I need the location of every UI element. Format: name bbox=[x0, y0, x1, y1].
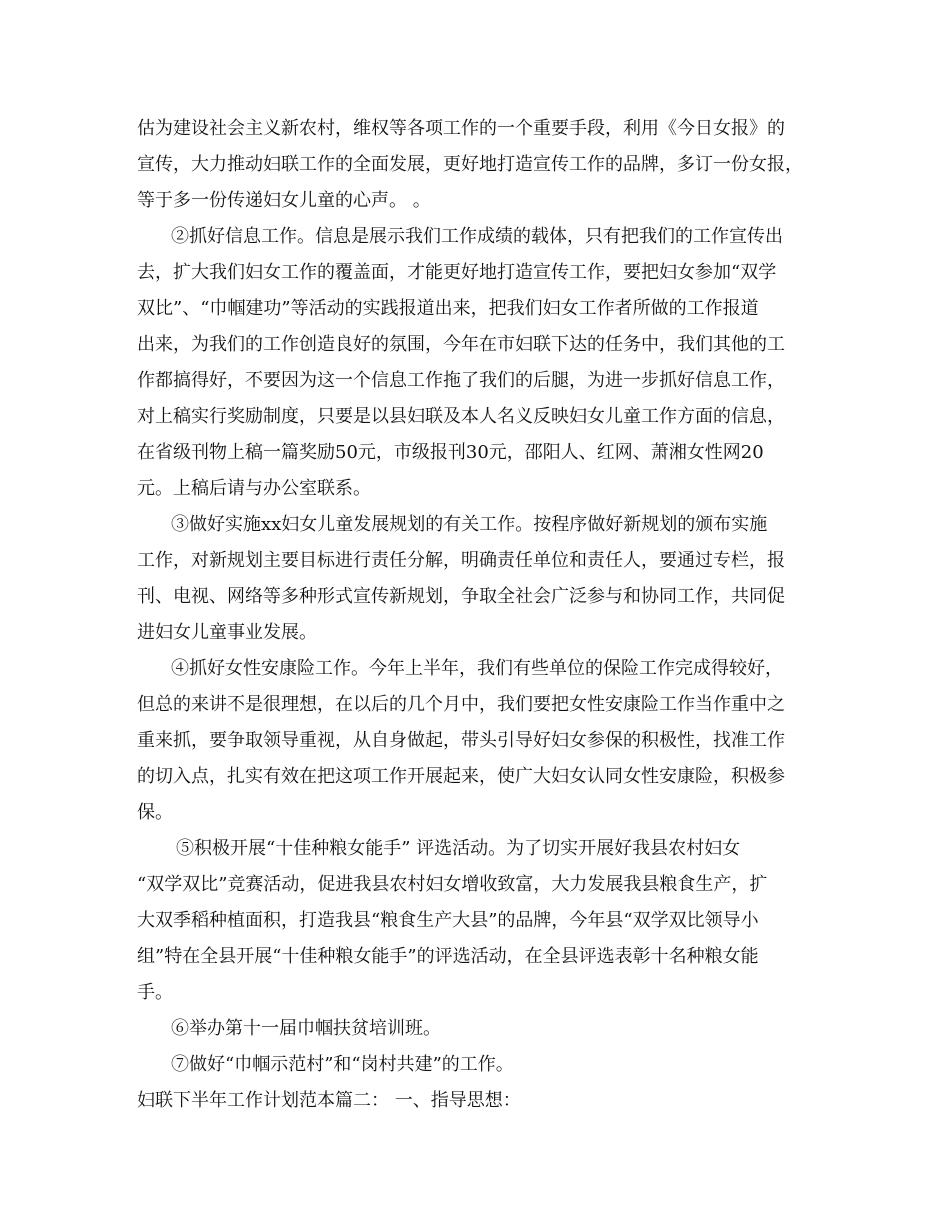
text-line: 大双季稻种植面积，打造我县“粮食生产大县”的品牌，今年县“双学双比领导小 bbox=[137, 910, 759, 931]
text-line: 保。 bbox=[137, 802, 173, 823]
paragraph-start-line: ③做好实施xx妇女儿童发展规划的有关工作。按程序做好新规划的颁布实施 bbox=[171, 514, 768, 535]
text-line: 元。上稿后请与办公室联系。 bbox=[137, 478, 371, 499]
text-line: 去，扩大我们妇女工作的覆盖面，才能更好地打造宣传工作，要把妇女参加“双学 bbox=[137, 262, 777, 283]
paragraph-start-line: ⑦做好“巾帼示范村”和“岗村共建”的工作。 bbox=[171, 1054, 514, 1075]
text-line: 手。 bbox=[137, 982, 173, 1003]
text-line: 组”特在全县开展“十佳种粮女能手”的评选活动，在全县评选表彰十名种粮女能 bbox=[137, 946, 759, 967]
text-line: 对上稿实行奖励制度，只要是以县妇联及本人名义反映妇女儿童工作方面的信息， bbox=[137, 406, 785, 427]
text-line: 估为建设社会主义新农村，维权等各项工作的一个重要手段，利用《今日女报》的 bbox=[137, 118, 785, 139]
text-line: 重来抓，要争取领导重视，从自身做起，带头引导好妇女参保的积极性，找准工作 bbox=[137, 730, 785, 751]
text-line: 宣传，大力推动妇联工作的全面发展，更好地打造宣传工作的品牌，多订一份女报， bbox=[137, 154, 803, 175]
text-line: 在省级刊物上稿一篇奖励50元，市级报刊30元，邵阳人、红网、萧湘女性网20 bbox=[137, 442, 764, 463]
paragraph-start-line: ②抓好信息工作。信息是展示我们工作成绩的载体，只有把我们的工作宣传出 bbox=[171, 226, 783, 247]
paragraph-start-line: ⑤积极开展“十佳种粮女能手” 评选活动。为了切实开展好我县农村妇女 bbox=[176, 838, 741, 859]
text-line: 出来，为我们的工作创造良好的氛围，今年在市妇联下达的任务中，我们其他的工 bbox=[137, 334, 785, 355]
text-line: 作都搞得好，不要因为这一个信息工作拖了我们的后腿，为进一步抓好信息工作， bbox=[137, 370, 785, 391]
text-line: 进妇女儿童事业发展。 bbox=[137, 622, 317, 643]
text-line: 刊、电视、网络等多种形式宣传新规划，争取全社会广泛参与和协同工作，共同促 bbox=[137, 586, 785, 607]
text-line: 双比”、“巾帼建功”等活动的实践报道出来，把我们妇女工作者所做的工作报道 bbox=[137, 298, 759, 319]
section-heading-line: 妇联下半年工作计划范本篇二： 一、指导思想： bbox=[137, 1090, 521, 1111]
text-line: 的切入点，扎实有效在把这项工作开展起来，使广大妇女认同女性安康险，积极参 bbox=[137, 766, 785, 787]
text-line: “双学双比”竞赛活动，促进我县农村妇女增收致富，大力发展我县粮食生产，扩 bbox=[137, 874, 768, 895]
paragraph-start-line: ⑥举办第十一届巾帼扶贫培训班。 bbox=[171, 1018, 441, 1039]
paragraph-start-line: ④抓好女性安康险工作。今年上半年，我们有些单位的保险工作完成得较好， bbox=[171, 658, 783, 679]
text-line: 但总的来讲不是很理想，在以后的几个月中，我们要把女性安康险工作当作重中之 bbox=[137, 694, 785, 715]
text-line: 工作，对新规划主要目标进行责任分解，明确责任单位和责任人，要通过专栏，报 bbox=[137, 550, 785, 571]
text-line: 等于多一份传递妇女儿童的心声。 。 bbox=[137, 190, 431, 211]
